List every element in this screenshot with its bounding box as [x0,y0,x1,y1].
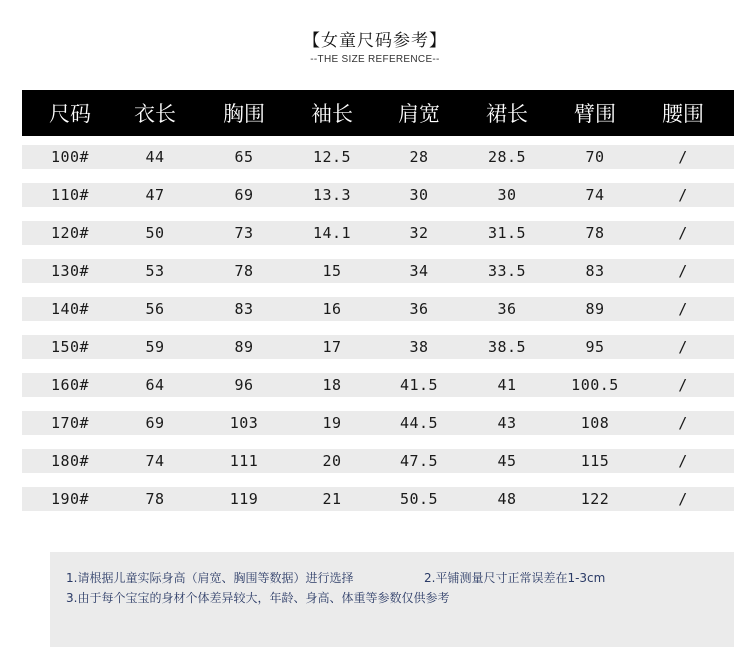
table-cell: 34 [409,262,429,280]
column-header: 尺码 [49,102,91,126]
table-cell: / [678,300,688,318]
table-cell: 65 [234,148,254,166]
table-cell: 18 [322,376,342,394]
table-cell: 31.5 [487,224,527,242]
table-cell: 53 [145,262,165,280]
table-cell: 19 [322,414,342,432]
table-cell: 122 [580,490,610,508]
page-title: 【女童尺码参考】 [303,31,447,51]
table-cell: / [678,186,688,204]
table-cell: 140# [50,300,90,318]
table-cell: 95 [585,338,605,356]
table-cell: 130# [50,262,90,280]
table-cell: 28.5 [487,148,527,166]
table-cell: 89 [585,300,605,318]
table-cell: 44.5 [399,414,439,432]
table-cell: 16 [322,300,342,318]
table-cell: 21 [322,490,342,508]
note-1: 1.请根据儿童实际身高（肩宽、胸围等数据）进行选择 [66,571,354,585]
note-2: 2.平铺测量尺寸正常误差在1-3cm [424,571,606,585]
table-cell: 108 [580,414,610,432]
table-cell: 103 [229,414,259,432]
table-cell: 17 [322,338,342,356]
table-cell: 70 [585,148,605,166]
table-row [22,411,734,435]
table-cell: 15 [322,262,342,280]
table-cell: 33.5 [487,262,527,280]
table-cell: / [678,414,688,432]
column-header: 腰围 [662,102,704,126]
table-row [22,259,734,283]
table-cell: 30 [409,186,429,204]
table-cell: 41.5 [399,376,439,394]
table-cell: / [678,452,688,470]
table-cell: 100.5 [571,376,619,394]
table-cell: 74 [145,452,165,470]
table-cell: 12.5 [312,148,352,166]
table-cell: 74 [585,186,605,204]
table-cell: 83 [234,300,254,318]
table-cell: / [678,148,688,166]
table-row [22,297,734,321]
table-cell: 50 [145,224,165,242]
table-cell: 14.1 [312,224,352,242]
table-cell: 47.5 [399,452,439,470]
table-cell: 89 [234,338,254,356]
column-header: 臂围 [574,102,616,126]
table-row [22,373,734,397]
table-cell: 78 [145,490,165,508]
table-cell: 38.5 [487,338,527,356]
column-header: 胸围 [223,102,265,126]
table-cell: / [678,224,688,242]
table-cell: 64 [145,376,165,394]
table-cell: 115 [580,452,610,470]
table-cell: 170# [50,414,90,432]
table-cell: 13.3 [312,186,352,204]
table-cell: 73 [234,224,254,242]
table-cell: 41 [497,376,517,394]
column-header: 肩宽 [398,102,440,126]
table-cell: 36 [409,300,429,318]
table-cell: 20 [322,452,342,470]
table-cell: 48 [497,490,517,508]
table-row [22,183,734,207]
table-cell: 50.5 [399,490,439,508]
table-cell: 160# [50,376,90,394]
table-cell: 36 [497,300,517,318]
note-3: 3.由于每个宝宝的身材个体差异较大，年龄、身高、体重等参数仅供参考 [66,591,450,605]
column-header: 衣长 [134,102,176,126]
table-cell: 96 [234,376,254,394]
column-header: 袖长 [311,102,353,126]
table-cell: 28 [409,148,429,166]
table-cell: 56 [145,300,165,318]
table-cell: 120# [50,224,90,242]
table-cell: 59 [145,338,165,356]
table-cell: 69 [145,414,165,432]
table-row [22,221,734,245]
table-cell: / [678,338,688,356]
table-cell: 30 [497,186,517,204]
table-row [22,145,734,169]
table-cell: 32 [409,224,429,242]
table-cell: / [678,262,688,280]
table-cell: 43 [497,414,517,432]
table-cell: 100# [50,148,90,166]
table-cell: 78 [585,224,605,242]
table-header [22,90,734,136]
table-cell: 150# [50,338,90,356]
table-cell: 119 [229,490,259,508]
table-cell: 38 [409,338,429,356]
table-cell: 111 [229,452,259,470]
table-cell: / [678,376,688,394]
table-row [22,335,734,359]
table-cell: 47 [145,186,165,204]
table-cell: 180# [50,452,90,470]
table-cell: 190# [50,490,90,508]
table-cell: 78 [234,262,254,280]
notes-box [50,552,734,647]
page-subtitle: --THE SIZE REFERENCE-- [310,54,440,65]
table-row [22,449,734,473]
table-cell: 110# [50,186,90,204]
table-cell: / [678,490,688,508]
table-cell: 44 [145,148,165,166]
table-cell: 45 [497,452,517,470]
column-header: 裙长 [486,102,528,126]
table-cell: 69 [234,186,254,204]
table-cell: 83 [585,262,605,280]
table-row [22,487,734,511]
